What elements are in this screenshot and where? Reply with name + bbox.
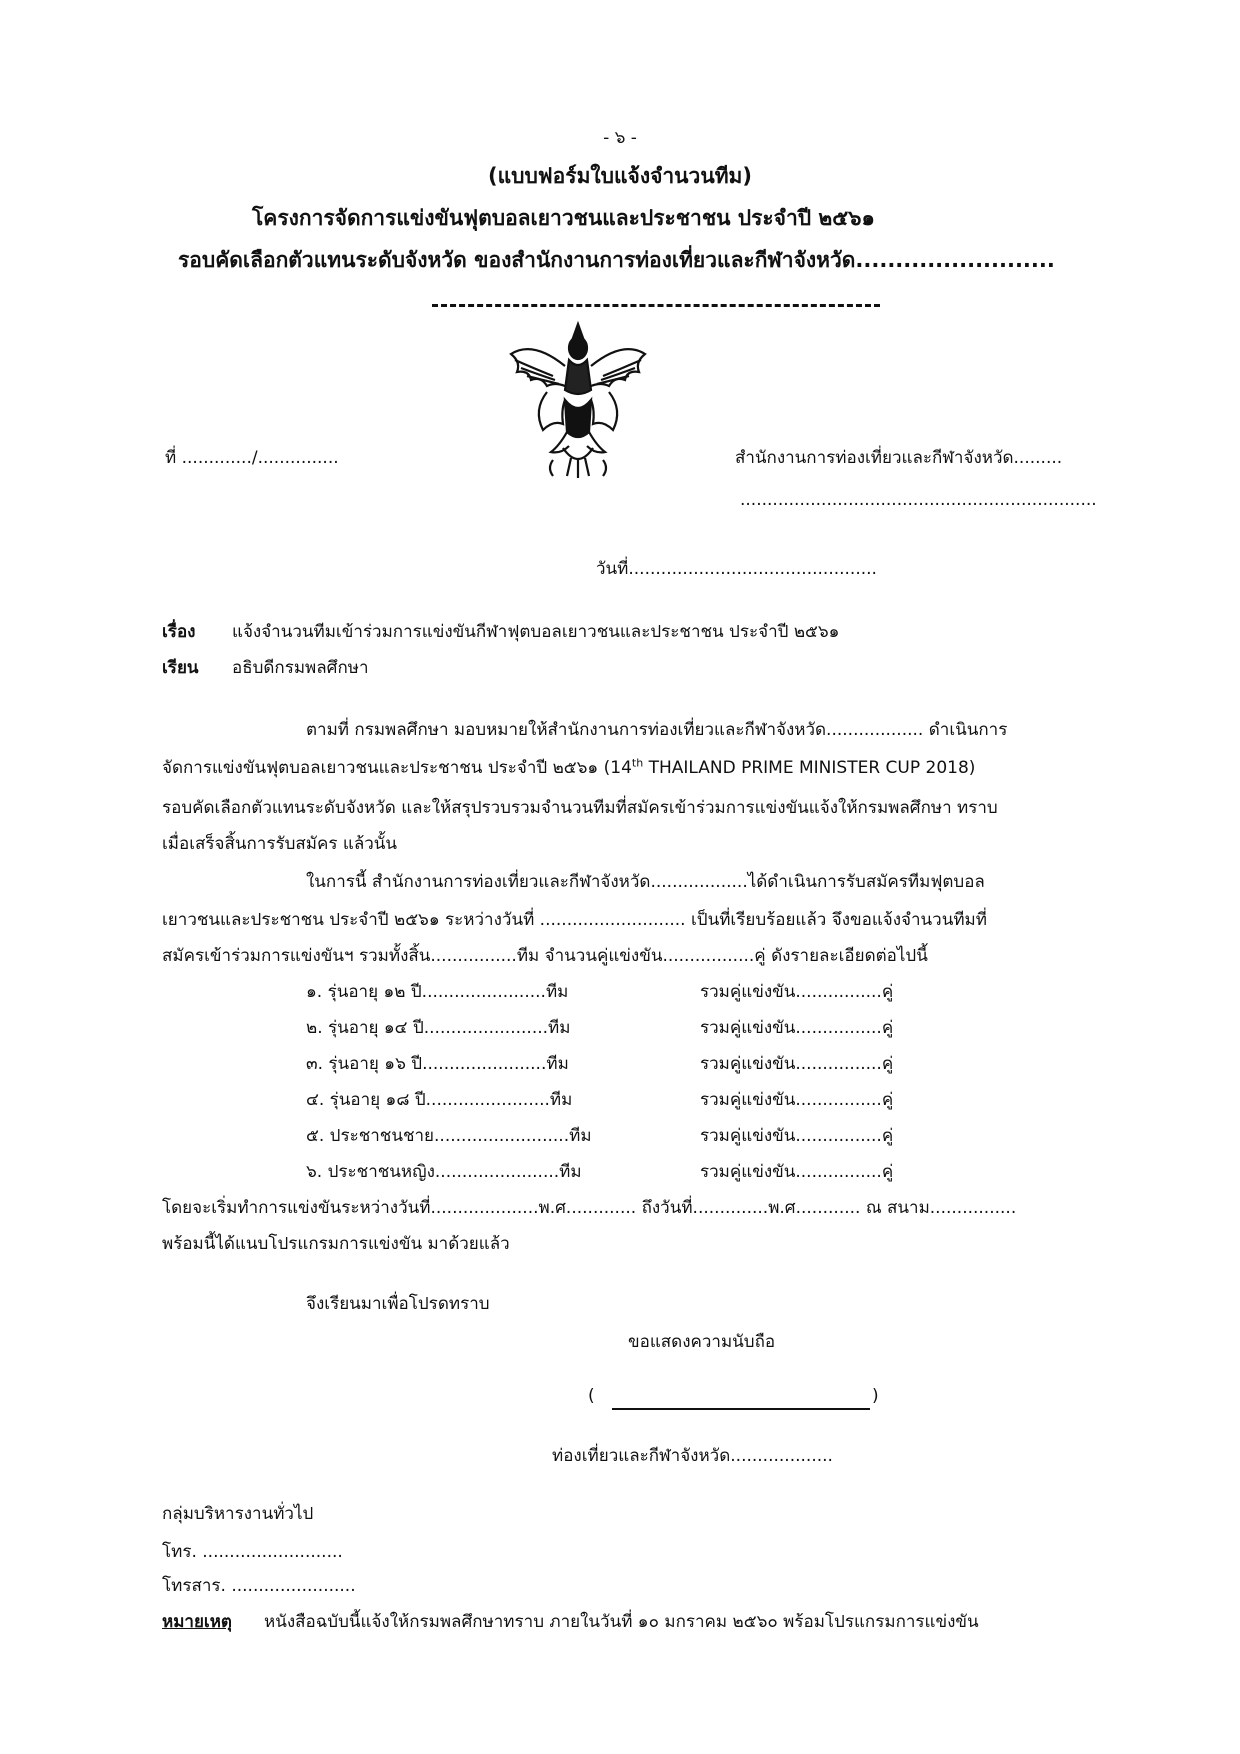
subject-label: เรื่อง — [162, 622, 196, 642]
department: กลุ่มบริหารงานทั่วไป — [162, 1504, 314, 1524]
category-row — [306, 978, 568, 1005]
to-text: อธิบดีกรมพลศึกษา — [232, 658, 369, 678]
cup-name: THAILAND PRIME MINISTER CUP 2018) — [643, 758, 976, 778]
category-team-count: ๔. รุ่นอายุ ๑๘ ปี.......................ทีม — [306, 1090, 573, 1110]
signature-close-paren: ) — [872, 1386, 879, 1406]
round-title: รอบคัดเลือกตัวแทนระดับจังหวัด ของสำนักงานการท่องเที่ยวและกีฬาจังหวัด......................... — [178, 248, 1055, 272]
category-row — [306, 1122, 592, 1149]
closing-line: จึงเรียนมาเพื่อโปรดทราบ — [306, 1294, 490, 1314]
ref-number: ที่ ............./............... — [165, 448, 339, 468]
note-label: หมายเหตุ — [162, 1612, 232, 1632]
date-line: วันที่.............................................. — [596, 559, 877, 579]
signature-title: ท่องเที่ยวและกีฬาจังหวัด................... — [552, 1446, 833, 1466]
para1-line4: เมื่อเสร็จสิ้นการรับสมัคร แล้วนั้น — [162, 834, 398, 854]
note-text: หนังสือฉบับนี้แจ้งให้กรมพลศึกษาทราบ ภายในวันที่ ๑๐ มกราคม ๒๕๖๐ พร้อมโปรแกรมการแข่งขัน — [264, 1612, 979, 1632]
telephone: โทร. .......................... — [162, 1542, 343, 1562]
category-team-count: ๓. รุ่นอายุ ๑๖ ปี.......................ทีม — [306, 1054, 569, 1074]
office-address: .................................................................. — [740, 490, 1097, 510]
schedule-line: โดยจะเริ่มทำการแข่งขันระหว่างวันที่....................พ.ศ............. ถึงวันที่..............พ.ศ............ ณ สนาม................ — [162, 1198, 1017, 1218]
category-pairs: รวมคู่แข่งขัน................คู่ — [700, 1162, 894, 1182]
subject-text: แจ้งจำนวนทีมเข้าร่วมการแข่งขันกีฬาฟุตบอลเยาวชนและประชาชน ประจำปี ๒๕๖๑ — [232, 622, 840, 642]
category-row — [306, 1050, 569, 1077]
category-pairs: รวมคู่แข่งขัน................คู่ — [700, 1090, 894, 1110]
category-row — [306, 1086, 572, 1113]
para2-line1: ในการนี้ สำนักงานการท่องเที่ยวและกีฬาจังหวัด..................ได้ดำเนินการรับสมัครทีมฟุตบอล — [306, 872, 985, 892]
ordinal-suffix: th — [631, 756, 644, 770]
category-pairs: รวมคู่แข่งขัน................คู่ — [700, 982, 894, 1002]
category-team-count: ๖. ประชาชนหญิง.......................ทีม — [306, 1162, 582, 1182]
regards-line: ขอแสดงความนับถือ — [628, 1332, 776, 1352]
para1-line2-text: จัดการแข่งขันฟุตบอลเยาวชนและประชาชน ประจำปี ๒๕๖๑ (14 — [162, 758, 632, 778]
form-title: (แบบฟอร์มใบแจ้งจำนวนทีม) — [488, 164, 752, 188]
fax: โทรสาร. ....................... — [162, 1576, 356, 1596]
para2-line3: สมัครเข้าร่วมการแข่งขันฯ รวมทั้งสิ้น................ทีม จำนวนคู่แข่งขัน.................คู่ ดังรายละเอียดต่อไปนี้ — [162, 946, 928, 966]
category-pairs: รวมคู่แข่งขัน................คู่ — [700, 1018, 894, 1038]
para1-line1: ตามที่ กรมพลศึกษา มอบหมายให้สำนักงานการท่องเที่ยวและกีฬาจังหวัด.................. ดำเนินการ — [306, 720, 1008, 740]
para2-line2: เยาวชนและประชาชน ประจำปี ๒๕๖๑ ระหว่างวันที่ ........................... เป็นที่เรียบร้อยแล้ว จึงขอแจ้งจำนวนทีมที่ — [162, 910, 987, 930]
garuda-emblem — [503, 320, 653, 480]
category-row — [306, 1158, 582, 1185]
para1-line3: รอบคัดเลือกตัวแทนระดับจังหวัด และให้สรุปรวบรวมจำนวนทีมที่สมัครเข้าร่วมการแข่งขันแจ้งให้กรมพลศึกษา ทราบ — [162, 798, 998, 818]
header-divider — [432, 304, 880, 307]
office-name: สำนักงานการท่องเที่ยวและกีฬาจังหวัด......... — [735, 448, 1063, 468]
page-number: - ๖ - — [603, 128, 637, 148]
category-team-count: ๕. ประชาชนชาย.........................ทีม — [306, 1126, 592, 1146]
to-label: เรียน — [162, 658, 199, 678]
category-pairs: รวมคู่แข่งขัน................คู่ — [700, 1054, 894, 1074]
category-team-count: ๑. รุ่นอายุ ๑๒ ปี.......................ทีม — [306, 982, 569, 1002]
attach-line: พร้อมนี้ได้แนบโปรแกรมการแข่งขัน มาด้วยแล้ว — [162, 1234, 510, 1254]
category-team-count: ๒. รุ่นอายุ ๑๔ ปี.......................ทีม — [306, 1018, 571, 1038]
category-row — [306, 1014, 570, 1041]
category-pairs: รวมคู่แข่งขัน................คู่ — [700, 1126, 894, 1146]
signature-open-paren: ( — [588, 1386, 595, 1406]
signature-line — [612, 1408, 870, 1410]
para1-line2 — [162, 754, 975, 781]
project-title: โครงการจัดการแข่งขันฟุตบอลเยาวชนและประชาชน ประจำปี ๒๕๖๑ — [252, 206, 875, 230]
